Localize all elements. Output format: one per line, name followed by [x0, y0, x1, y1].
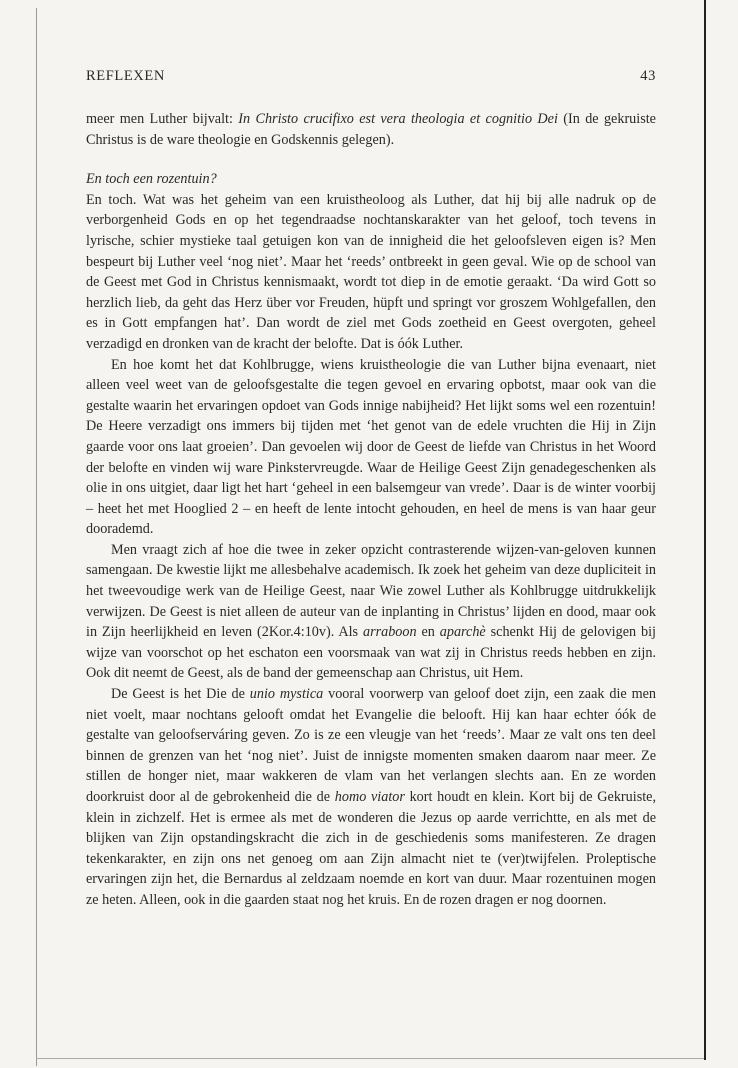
greek-term: aparchè [439, 624, 486, 641]
body-text [86, 109, 656, 911]
running-title: REFLEXEN [86, 68, 165, 84]
paragraph: En hoe komt het dat Kohlbrugge, wiens kruistheologie die van Luther bijna evenaart, niet alleen veel weet van de geloofsgestalte die tegen gevoel en ervaring opbotst, maar ook van die gestalte waarin het ervaringen opdoet van Gods innige nabijheid? Het lijkt soms wel een rozentuin! De Heere verzadigt ons immers bij tijden met ‘het genot van de edele vruchten die Hij in Zijn gaarde voor ons laat groeien’. Dan gevoelen wij door de Geest de liefde van Christus in het Woord der belofte en vinden wij ware Pinkstervreugde. Waar de Heilige Geest Zijn genadegeschenken als olie in ons uitgiet, daar ligt het hart ‘geheel in een balsemgeur van vrede’. Daar is de winter voorbij – heet het met Hooglied 2 – en heeft de lente intocht gehouden, en heel de mens is van haar geur doorademd. [86, 356, 656, 538]
paragraph: Men vraagt zich af hoe die twee in zeker opzicht contrasterende wijzen-van-geloven kunnen samengaan. De kwestie lijkt me allesbehalve academisch. Ik zoek het geheim van deze dupliciteit in het tweevoudige werk van de Heilige Geest, naar Wie zowel Luther als Kohlbrugge uitdrukkelijk verwijzen. De Geest is niet alleen de auteur van de inplanting in Christus’ lijden en dood, maar ook in Zijn heerlijkheid en leven (2Kor.4:10v). Als arraboon en aparchè schenkt Hij de gelovigen bij wijze van voorschot op het eschaton een voorsmaak van wat zij in Christus reeds hebben en zijn. Ook dit neemt de Geest, als de band der gemeenschap aan Christus, uit Hem. [86, 541, 656, 682]
latin-term: unio mystica [249, 686, 324, 703]
page-edge-right [704, 0, 706, 1060]
page-number: 43 [640, 68, 656, 84]
paragraph-opening: meer men Luther bijvalt: In Christo crucifixo est vera theologia et cognitio Dei (In de gekruiste Christus is de ware theologie en Godskennis gelegen). [86, 111, 656, 148]
page-edge-bottom [36, 1058, 704, 1059]
latin-term: homo viator [334, 789, 405, 805]
greek-term: arraboon [362, 624, 417, 641]
latin-quote: In Christo crucifixo est vera theologia et cognitio Dei [238, 111, 558, 127]
paragraph: De Geest is het Die de unio mystica vooral voorwerp van geloof doet zijn, een zaak die men niet voelt, maar nochtans gelooft omdat het Evangelie die belooft. Hij kan haar echter óók de gestalte van geloofservári​ng geven. Zo is ze een vleugje van het ‘reeds’. Maar ze valt ons ten deel binnen de grenzen van het ‘nog niet’. Juist de innigste momenten smaken daarom naar meer. Ze stillen de honger niet, maar wakkeren de vlam van het verlangen slechts aan. En ze worden doorkruist door al de gebrokenheid die de homo viator kort houdt en klein. Kort bij de Gekruiste, klein in zichzelf. Het is ermee als met de wonderen die Jezus op aarde verrichtte, en als met de blijken van Zijn opstandingskracht die zich in de geschiedenis soms manifesteren. Ze dragen tekenkarakter, en zijn ons net genoeg om aan Zijn almacht niet te (ver)twijfelen. Proleptische ervaringen zijn het, die Bernardus al zeldzaam noemde en kort van duur. Maar rozentuinen mogen ze heten. Alleen, ook in die gaarden staat nog het kruis. En de rozen dragen er nog doornen. [86, 686, 656, 908]
paragraph: En toch. Wat was het geheim van een kruistheoloog als Luther, dat hij bij alle nadruk op de verborgenheid Gods en op het tegendraadse nochtanskarakter van het geloof, toch tevens in lyrische, schier mystieke taal getuigen kon van de innigheid die het geloofsleven eigen is? Men bespeurt bij Luther veel ‘nog niet’. Maar het ‘reeds’ ontbreekt in geen geval. Wie op de school van de Geest met God in Christus kennismaakt, wordt tot diep in de emotie geraakt. ‘Da wird Gott so herzlich lieb, da geht das Herz über vor Freuden, hüpft und springt vor groszem Wohlgefallen, den es in Gott empfangen hat’. Dan wordt de ziel met Gods zoetheid en Geest overgoten, geheel verzadigd en dronken van de kracht der belofte. Dat is óók Luther. [86, 191, 656, 352]
section-heading: En toch een rozentuin? [86, 171, 217, 188]
page-edge-left [36, 8, 37, 1066]
